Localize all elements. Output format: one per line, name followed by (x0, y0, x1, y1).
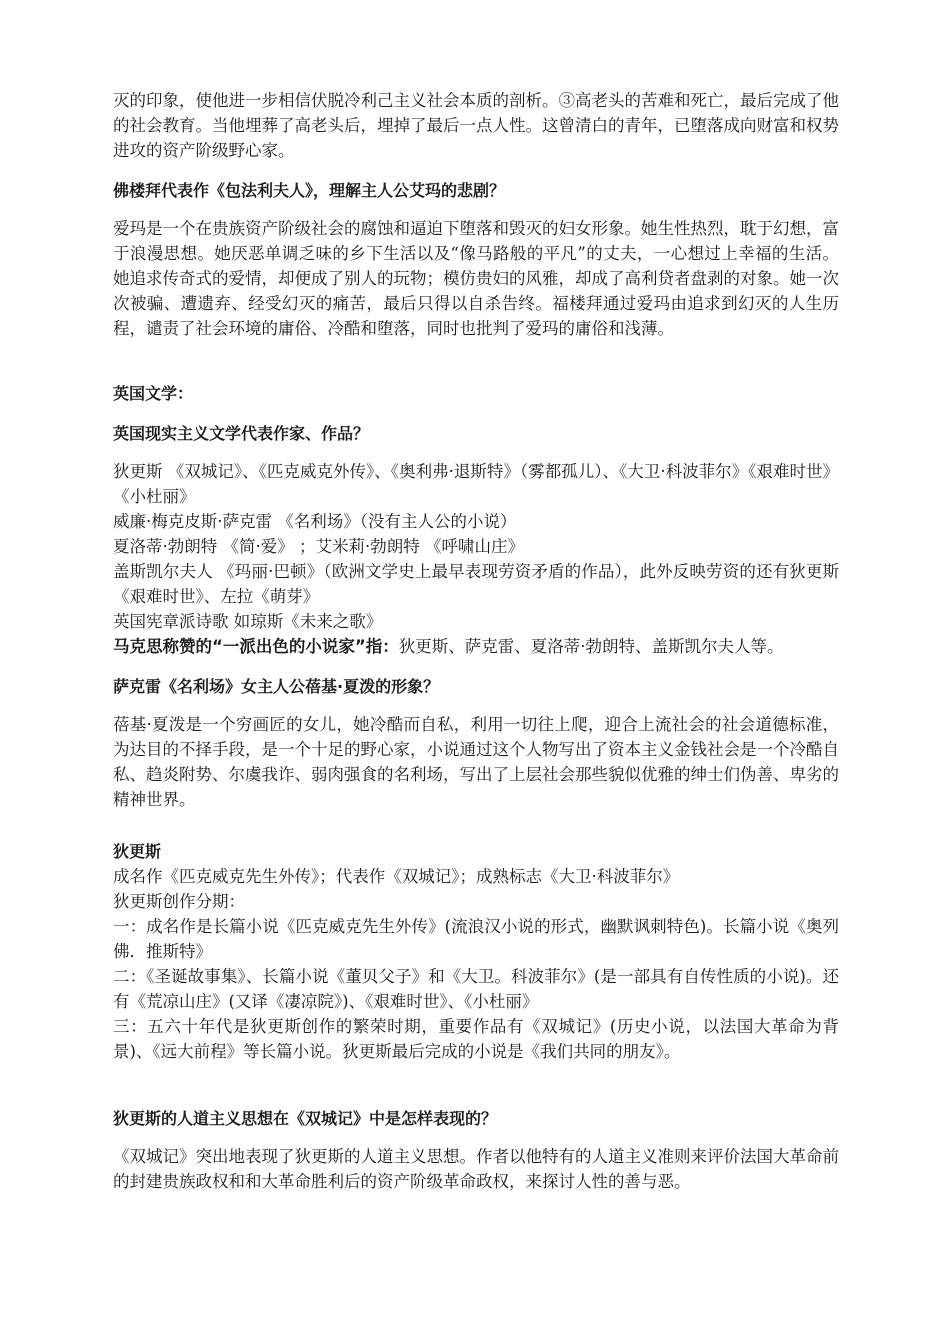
paragraph-gaolaotou: 灭的印象，使他进一步相信伏脱冷利己主义社会本质的剖析。③高老头的苦难和死亡，最后完成了他的社会教育。当他埋葬了高老头后，埋掉了最后一点人性。这曾清白的青年，已堕落成向财富和权势进攻的资产阶级野心家。 (113, 91, 839, 160)
dickens-item: 三：五六十年代是狄更斯创作的繁荣时期，重要作品有《双城记》(历史小说，以法国大革命为背景)、《远大前程》等长篇小说。狄更斯最后完成的小说是《我们共同的朋友》。 (113, 1017, 839, 1061)
marx-praise (113, 634, 839, 659)
marx-praise-label: 马克思称赞的“一派出色的小说家”指： (113, 637, 399, 656)
paragraph-becky: 蓓基·夏泼是一个穷画匠的女儿，她冷酷而自私，利用一切往上爬，迎合上流社会的社会道德标准，为达目的不择手段，是一个十足的野心家，小说通过这个人物写出了资本主义金钱社会是一个冷酷自私、趋炎附势、尔虞我诈、弱肉强食的名利场，写出了上层社会那些貌似优雅的绅士们伪善、卑劣的精神世界。 (113, 715, 839, 809)
author-item: 狄更斯 《双城记》、《匹克威克外传》、《奥利弗·退斯特》（雾都孤儿）、《大卫·科波菲尔》《艰难时世》《小杜丽》 (113, 462, 839, 506)
heading-becky-sharp: 萨克雷《名利场》女主人公蓓基·夏泼的形象？ (113, 677, 440, 696)
heading-english-literature: 英国文学： (113, 384, 194, 403)
author-item: 盖斯凯尔夫人 《玛丽·巴顿》（欧洲文学史上最早表现劳资矛盾的作品），此外反映劳资的还有狄更斯《艰难时世》、左拉《萌芽》 (113, 562, 839, 606)
author-item: 夏洛蒂·勃朗特 《简·爱》 ；艾米莉·勃朗特 《呼啸山庄》 (113, 537, 524, 556)
heading-humanism: 狄更斯的人道主义思想在《双城记》中是怎样表现的？ (113, 1109, 498, 1128)
document-page (113, 88, 839, 1194)
heading-dickens: 狄更斯 (113, 842, 162, 861)
dickens-list (113, 864, 839, 1064)
dickens-item: 成名作《匹克威克先生外传》；代表作《双城记》；成熟标志《大卫·科波菲尔》 (113, 867, 680, 886)
dickens-item: 二：《圣诞故事集》、长篇小说《董贝父子》和《大卫。科波菲尔》(是一部具有自传性质的小说)。还有《荒凉山庄》(又译《凄凉院》)、《艰难时世》、《小杜丽》 (113, 967, 839, 1011)
dickens-item: 一：成名作是长篇小说《匹克威克先生外传》(流浪汉小说的形式，幽默讽刺特色)。长篇小说《奥列佛．推斯特》 (113, 917, 839, 961)
marx-praise-text: 狄更斯、萨克雷、夏洛蒂·勃朗特、盖斯凯尔夫人等。 (398, 637, 784, 656)
author-item: 英国宪章派诗歌 如琼斯《未来之歌》 (113, 612, 383, 631)
dickens-item: 狄更斯创作分期： (113, 892, 245, 911)
paragraph-tale-of-two-cities: 《双城记》突出地表现了狄更斯的人道主义思想。作者以他特有的人道主义准则来评价法国大革命前的封建贵族政权和和大革命胜利后的资产阶级革命政权，来探讨人性的善与恶。 (113, 1147, 839, 1191)
heading-realism-authors: 英国现实主义文学代表作家、作品？ (113, 424, 370, 443)
paragraph-emma: 爱玛是一个在贵族资产阶级社会的腐蚀和逼迫下堕落和毁灭的妇女形象。她生性热烈，耽于幻想，富于浪漫思想。她厌恶单调乏味的乡下生活以及“像马路般的平凡”的丈夫，一心想过上幸福的生活。她追求传奇式的爱情，却便成了别人的玩物；模仿贵妇的风雅，却成了高利贷者盘剥的对象。她一次次被骗、遭遗弃、经受幻灭的痛苦，最后只得以自杀告终。福楼拜通过爱玛由追求到幻灭的人生历程，谴责了社会环境的庸俗、冷酷和堕落，同时也批判了爱玛的庸俗和浅薄。 (113, 219, 839, 338)
author-item: 威廉·梅克皮斯·萨克雷 《名利场》（没有主人公的小说） (113, 512, 517, 531)
author-list (113, 459, 839, 659)
heading-bovary: 佛楼拜代表作《包法利夫人》，理解主人公艾玛的悲剧？ (113, 181, 506, 200)
